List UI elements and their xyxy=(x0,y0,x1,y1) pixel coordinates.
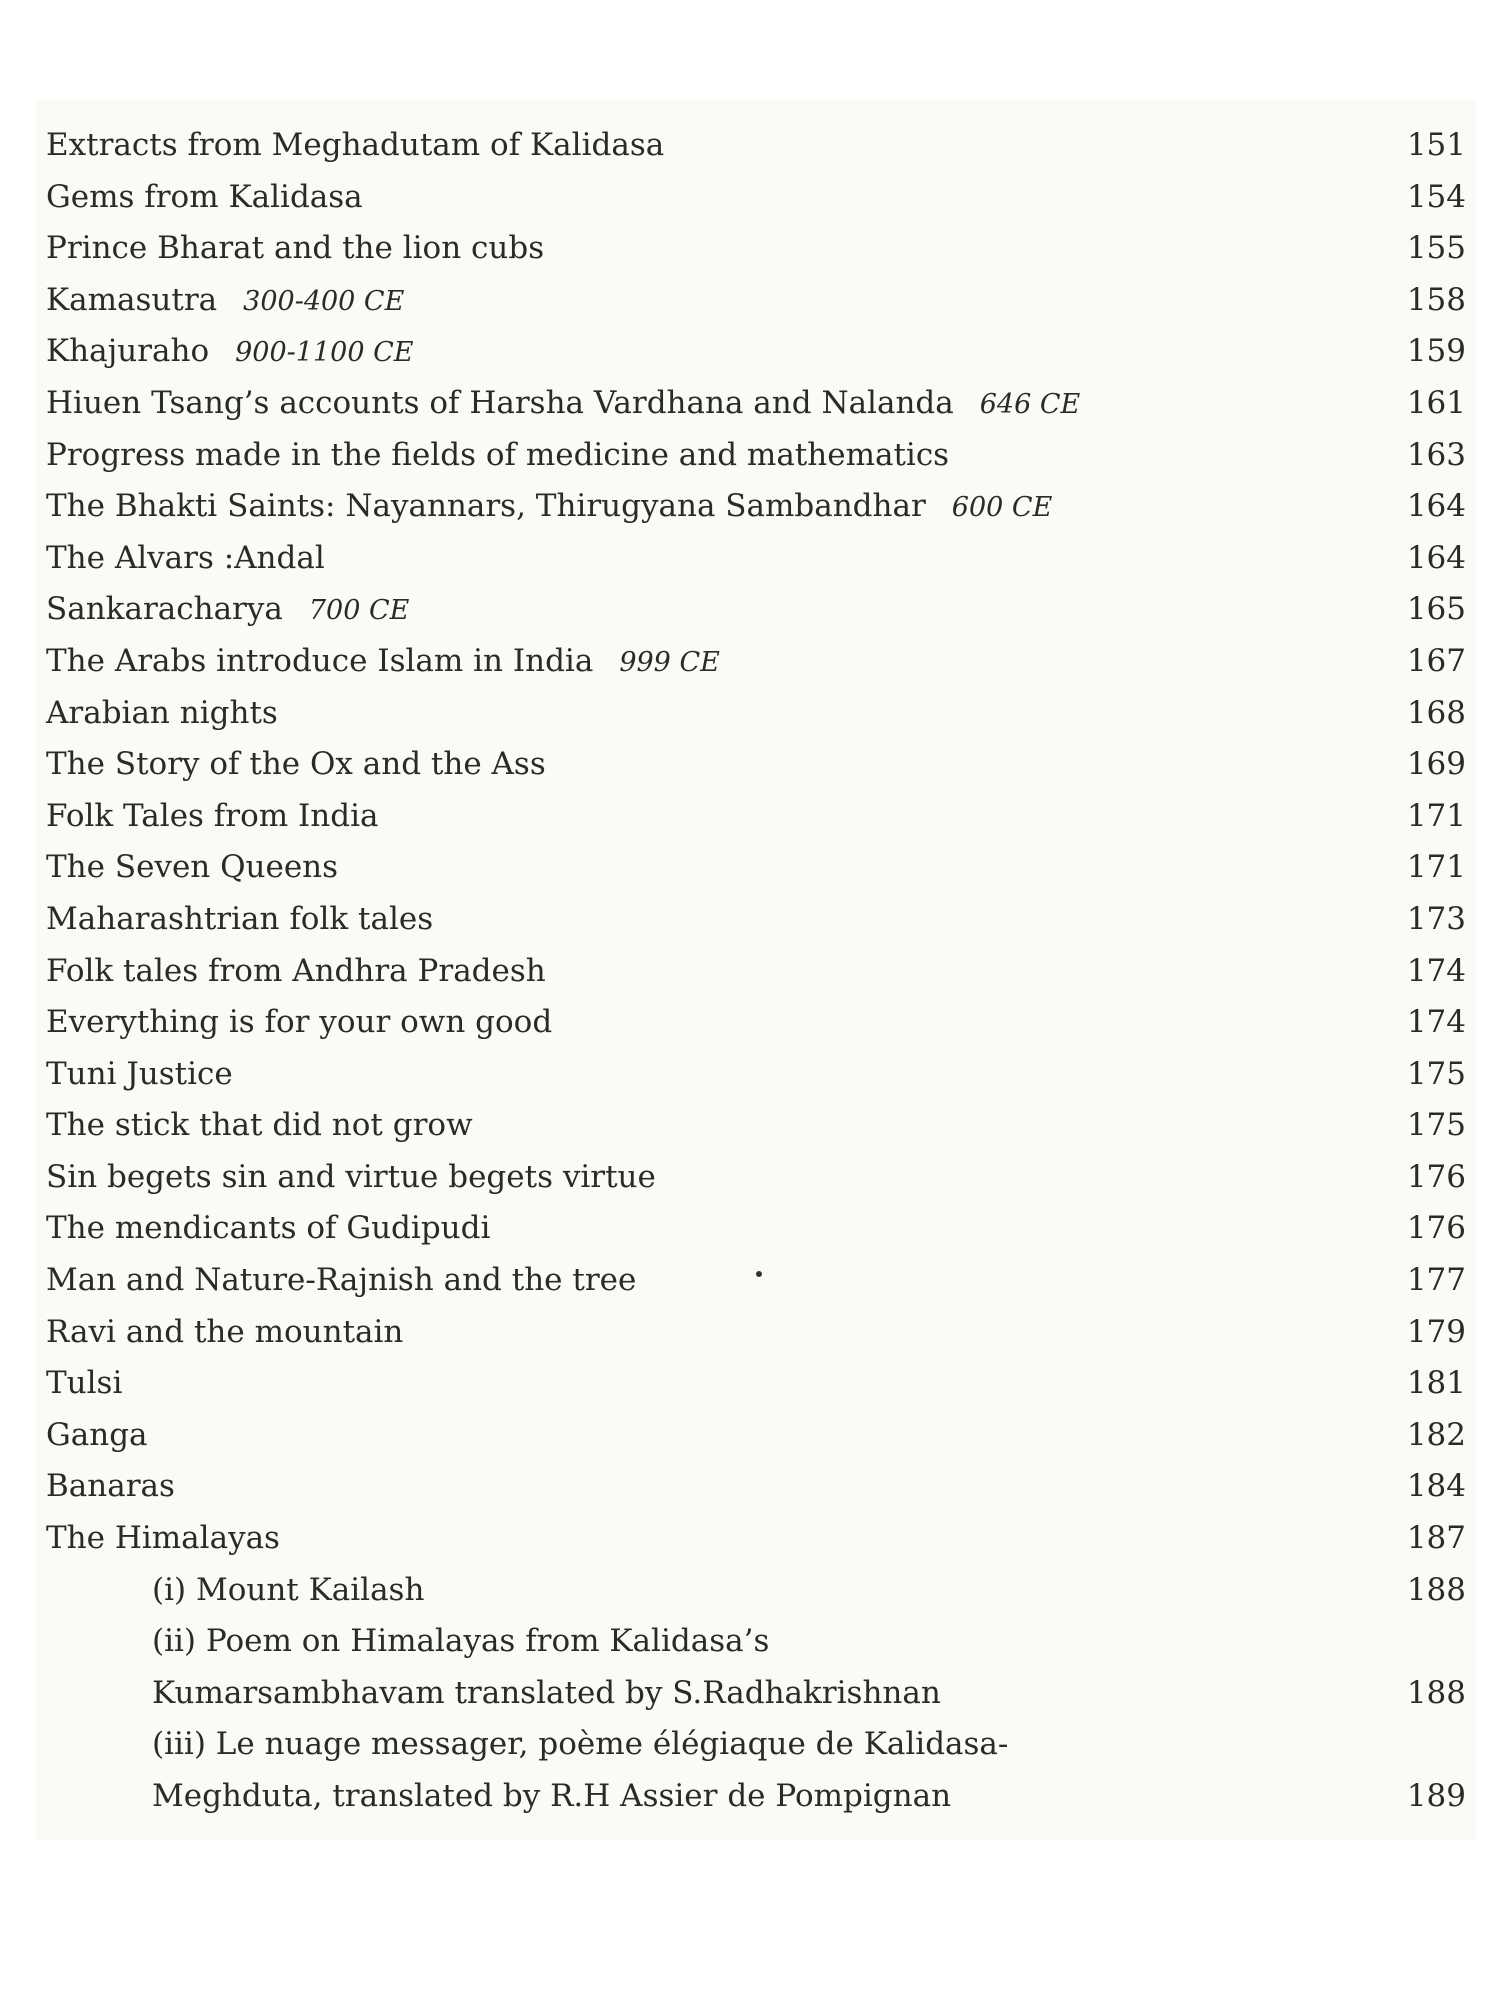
toc-entry xyxy=(46,842,1466,894)
entry-page-number: 161 xyxy=(1406,384,1466,421)
entry-title: The mendicants of Gudipudi xyxy=(46,1210,491,1247)
entry-title: Man and Nature-Rajnish and the tree xyxy=(46,1262,637,1299)
entry-page-number: 164 xyxy=(1406,488,1466,525)
subentry-title: Kumarsambhavam translated by S.Radhakrishnan xyxy=(152,1674,941,1711)
toc-entry xyxy=(46,1513,1466,1565)
toc-entry xyxy=(46,223,1466,275)
entry-date: 700 CE xyxy=(308,595,410,627)
entry-title: The Himalayas xyxy=(46,1520,280,1557)
entry-title: Kamasutra xyxy=(46,281,218,318)
entry-title: Hiuen Tsang’s accounts of Harsha Vardhana and Nalanda xyxy=(46,384,954,421)
toc-entry xyxy=(46,378,1466,430)
toc-subentry xyxy=(46,1616,1466,1668)
toc-entry xyxy=(46,1152,1466,1204)
entry-page-number: 171 xyxy=(1406,797,1466,834)
subentry-title: (iii) Le nuage messager, poème élégiaque de Kalidasa- xyxy=(152,1726,1009,1763)
entry-page-number: 175 xyxy=(1406,1055,1466,1092)
entry-page-number: 163 xyxy=(1406,436,1466,473)
toc-entry xyxy=(46,636,1466,688)
subentry-page-number: 189 xyxy=(1406,1778,1466,1814)
entry-title: Sankaracharya xyxy=(46,591,283,628)
entry-title: Khajuraho xyxy=(46,333,210,370)
entry-page-number: 179 xyxy=(1406,1313,1466,1350)
entry-title: Banaras xyxy=(46,1468,175,1505)
subentry-title: Meghduta, translated by R.H Assier de Pompignan xyxy=(152,1778,952,1814)
toc-entry xyxy=(46,1049,1466,1101)
entry-title: Everything is for your own good xyxy=(46,1004,553,1041)
toc-entry xyxy=(46,584,1466,636)
entry-page-number: 155 xyxy=(1406,230,1466,267)
entry-page-number: 173 xyxy=(1406,900,1466,937)
subentry-page-number: 188 xyxy=(1406,1674,1466,1711)
toc-entry xyxy=(46,120,1466,172)
entry-page-number: 174 xyxy=(1406,952,1466,989)
entry-date: 600 CE xyxy=(951,492,1053,524)
entry-page-number: 159 xyxy=(1406,333,1466,370)
toc-subentry xyxy=(46,1719,1466,1771)
toc-entry xyxy=(46,430,1466,482)
table-of-contents xyxy=(46,120,1466,1823)
toc-entry xyxy=(46,533,1466,585)
entry-page-number: 174 xyxy=(1406,1004,1466,1041)
entry-date: 646 CE xyxy=(979,388,1081,420)
entry-title: Maharashtrian folk tales xyxy=(46,900,434,937)
toc-entry xyxy=(46,946,1466,998)
toc-entry xyxy=(46,791,1466,843)
entry-page-number: 175 xyxy=(1406,1107,1466,1144)
entry-title: Ravi and the mountain xyxy=(46,1313,404,1350)
toc-entry xyxy=(46,1461,1466,1513)
toc-entry xyxy=(46,997,1466,1049)
toc-entry xyxy=(46,326,1466,378)
entry-title: The stick that did not grow xyxy=(46,1107,473,1144)
entry-title: Folk tales from Andhra Pradesh xyxy=(46,952,546,989)
entry-title: Prince Bharat and the lion cubs xyxy=(46,230,545,267)
toc-entry xyxy=(46,481,1466,533)
entry-title: The Story of the Ox and the Ass xyxy=(46,746,546,783)
entry-page-number: 177 xyxy=(1406,1262,1466,1299)
entry-title: The Alvars :Andal xyxy=(46,539,325,576)
toc-entry xyxy=(46,172,1466,224)
entry-title: Extracts from Meghadutam of Kalidasa xyxy=(46,127,665,163)
entry-page-number: 184 xyxy=(1406,1468,1466,1505)
entry-title: Sin begets sin and virtue begets virtue xyxy=(46,1158,656,1195)
toc-entry xyxy=(46,1307,1466,1359)
entry-page-number: 154 xyxy=(1406,178,1466,215)
subentry-title: (ii) Poem on Himalayas from Kalidasa’s xyxy=(152,1623,770,1660)
toc-subentry xyxy=(46,1565,1466,1617)
toc-entry xyxy=(46,688,1466,740)
entry-page-number: 181 xyxy=(1406,1365,1466,1402)
entry-title: The Arabs introduce Islam in India xyxy=(46,642,594,679)
entry-title: The Bhakti Saints: Nayannars, Thirugyana Sambandhar xyxy=(46,488,926,525)
toc-entry xyxy=(46,739,1466,791)
entry-page-number: 167 xyxy=(1406,642,1466,679)
subentry-title: (i) Mount Kailash xyxy=(152,1571,425,1608)
toc-entry xyxy=(46,1358,1466,1410)
entry-title: Arabian nights xyxy=(46,694,278,731)
toc-entry xyxy=(46,1410,1466,1462)
entry-page-number: 176 xyxy=(1406,1210,1466,1247)
entry-title: Folk Tales from India xyxy=(46,797,379,834)
toc-entry xyxy=(46,1100,1466,1152)
entry-title: The Seven Queens xyxy=(46,849,339,886)
subentry-page-number: 188 xyxy=(1406,1571,1466,1608)
entry-title: Tuni Justice xyxy=(46,1055,233,1092)
entry-page-number: 187 xyxy=(1406,1520,1466,1557)
toc-entry xyxy=(46,894,1466,946)
toc-subentry-continuation xyxy=(46,1668,1466,1720)
entry-title: Ganga xyxy=(46,1416,148,1453)
toc-entry xyxy=(46,1255,1466,1307)
entry-page-number: 182 xyxy=(1406,1416,1466,1453)
entry-date: 300-400 CE xyxy=(243,285,405,317)
entry-page-number: 171 xyxy=(1406,849,1466,886)
entry-page-number: 165 xyxy=(1406,591,1466,628)
entry-page-number: 168 xyxy=(1406,694,1466,731)
toc-subentry-continuation xyxy=(46,1771,1466,1823)
entry-date: 999 CE xyxy=(619,646,720,678)
entry-page-number: 158 xyxy=(1406,281,1466,318)
entry-title: Gems from Kalidasa xyxy=(46,178,363,215)
entry-date: 900-1100 CE xyxy=(235,337,414,369)
toc-entry xyxy=(46,1203,1466,1255)
toc-entry xyxy=(46,275,1466,327)
entry-page-number: 164 xyxy=(1406,539,1466,576)
entry-page-number: 151 xyxy=(1406,127,1466,163)
entry-title: Progress made in the fields of medicine and mathematics xyxy=(46,436,950,473)
entry-title: Tulsi xyxy=(46,1365,123,1402)
entry-page-number: 176 xyxy=(1406,1158,1466,1195)
entry-page-number: 169 xyxy=(1406,746,1466,783)
